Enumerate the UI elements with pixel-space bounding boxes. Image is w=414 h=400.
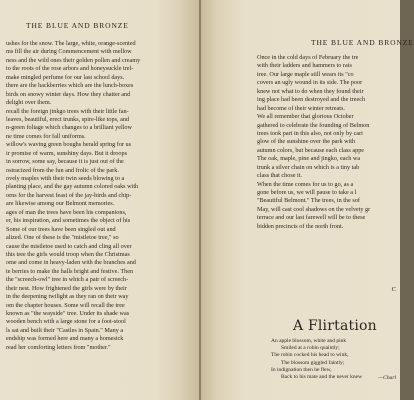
text-line: ushes for the snow. The large, white, orange-scented xyxy=(6,40,136,47)
left-page xyxy=(0,0,199,400)
text-line: ing place had been destroyed and the treech xyxy=(257,96,366,104)
text-line: wooden bench with a large stone for a foot-stool xyxy=(6,318,126,326)
poem-line: An apple blossom, white and pink xyxy=(271,338,347,344)
text-line: make mingled perfume for our last school days. xyxy=(6,73,125,81)
text-line: known as "the wayside" tree. Under its shade was xyxy=(6,310,130,317)
text-line: to the roots of the rose arbors and honeysuckle trel- xyxy=(6,65,134,73)
right-running-head: THE BLUE AND BRONZE xyxy=(311,38,414,47)
text-line: When the time comes for us to go, as a xyxy=(257,180,354,188)
text-line: covers an ugly wound in its side. The poor xyxy=(257,79,363,87)
text-line: gathered to celebrate the founding of Belmon xyxy=(257,121,370,129)
poem-line: In indignation then he flew, xyxy=(271,366,332,373)
text-line: bidden precincts of the north front. xyxy=(257,222,344,230)
text-line: this tree the girls would troop when the Christmas xyxy=(6,250,130,258)
poem-text xyxy=(271,338,362,381)
text-line: trunk a silver chain on which is a tiny tab xyxy=(257,163,360,171)
text-line: leaves, beautiful, erect trunks, spire-like tops, and xyxy=(6,115,130,123)
poem-author: —Charl xyxy=(378,375,396,381)
text-line: autumn colors, but because each class appe xyxy=(257,146,365,154)
text-line: are likewise among our Belmont memories. xyxy=(6,200,115,208)
text-line: in the deepening twilight as they ran on their way xyxy=(6,293,129,301)
text-line: willow's waving green boughs herald spring for us xyxy=(6,141,132,149)
text-line: cause the mistletoe used to catch and cling all over xyxy=(6,242,132,250)
text-line: n-green foliage which changes to a brilliant yellow xyxy=(6,124,132,132)
poem-line: The robin cocked his head to wink, xyxy=(271,352,349,359)
text-line: the "screech-owl" tree in which a pair of screech- xyxy=(6,276,129,284)
text-line: glow of the sunshine over the park with xyxy=(257,138,356,146)
text-line: with their ladders and hammers to rais xyxy=(257,62,352,70)
text-line: ne time comes for fall uniforms. xyxy=(6,132,86,140)
text-line: te berries to make the halls bright and festive. Then xyxy=(6,267,134,275)
text-line: ostracized from the fun and frolic of the park. xyxy=(6,166,119,174)
text-line: planting place, and the gay autumn colored oaks with xyxy=(6,183,139,191)
left-running-head: THE BLUE AND BRONZE xyxy=(26,21,129,30)
text-line: "Beautiful Belmont." The trees, in the sof xyxy=(257,197,360,205)
text-line: ovely maples with their twin seeds blowing to a xyxy=(6,175,125,182)
text-line: er, his inspiration, and sometimes the object of his xyxy=(6,217,131,225)
poem-title: A Flirtation xyxy=(293,318,377,334)
text-line: had become of their winter retreats. xyxy=(257,104,345,112)
text-line: Some of our trees have been singled out and xyxy=(6,225,116,233)
text-line: in sorrow, some say, because it is just out of the xyxy=(6,158,124,166)
text-line: ir promise of warm, sunshiny days. But it droops xyxy=(6,149,127,157)
text-line: om the chapter houses. Some will recall the tree xyxy=(6,301,125,309)
text-line: class that chose it. xyxy=(257,172,303,180)
text-line: read her comforting letters from "mother." xyxy=(6,343,111,351)
text-line: there are the hackberries which are the lunch-boxes xyxy=(6,82,134,90)
text-line: May, will cast cool shadows on the velvety gr xyxy=(257,205,371,213)
text-line: ages of man the trees have been his companions, xyxy=(6,208,127,216)
text-line: delight over them. xyxy=(6,99,52,107)
text-line: ms fill the air during Commencement with mellow xyxy=(6,48,132,56)
right-page-text xyxy=(257,54,370,231)
poem-line: The blossom giggled faintly; xyxy=(281,359,345,366)
text-line: knew not what to do when they found their xyxy=(257,87,364,95)
text-line: ome and come in heavy-laden with the branches and xyxy=(6,259,136,267)
text-line: ness and the wild ones their golden pollen and creamy xyxy=(6,56,141,64)
text-line: recall the foreign jinkgo trees with their little fan- xyxy=(6,107,129,115)
poem-line: Back to his mate and the never knew xyxy=(281,373,363,380)
text-line: We all remember that glorious October xyxy=(257,113,354,121)
text-line: terrace and our last farewell will be to these xyxy=(257,214,366,222)
text-line: tree. Our large maple still wears its "co xyxy=(257,70,354,78)
text-line: Once in the cold days of February the tre xyxy=(257,54,359,61)
text-line: gone before us, we will pause to take a l xyxy=(257,189,357,196)
text-line: orns for the harvest feast of the jay-birds and chip- xyxy=(6,191,132,199)
text-line: The oak, maple, pine and jingko, each wa xyxy=(257,155,361,163)
left-page-text xyxy=(6,40,140,352)
poem-line: Smiled at a robin quaintly; xyxy=(281,345,340,352)
text-line: trees took part in this also, not only by cari xyxy=(257,129,363,137)
text-line: alized. One of these is the "mistletoe tree," so xyxy=(6,234,119,242)
text-line: ls sat and built their "Castles in Spain." Many a xyxy=(6,326,124,334)
text-line: their nest. How frightened the girls were by their xyxy=(6,284,127,292)
right-page xyxy=(201,0,414,400)
text-line: birds on snowy winter days. How they chatter and xyxy=(6,90,131,98)
essay-signature: C xyxy=(391,286,396,293)
text-line: endship was formed here and many a homesick xyxy=(6,335,124,343)
